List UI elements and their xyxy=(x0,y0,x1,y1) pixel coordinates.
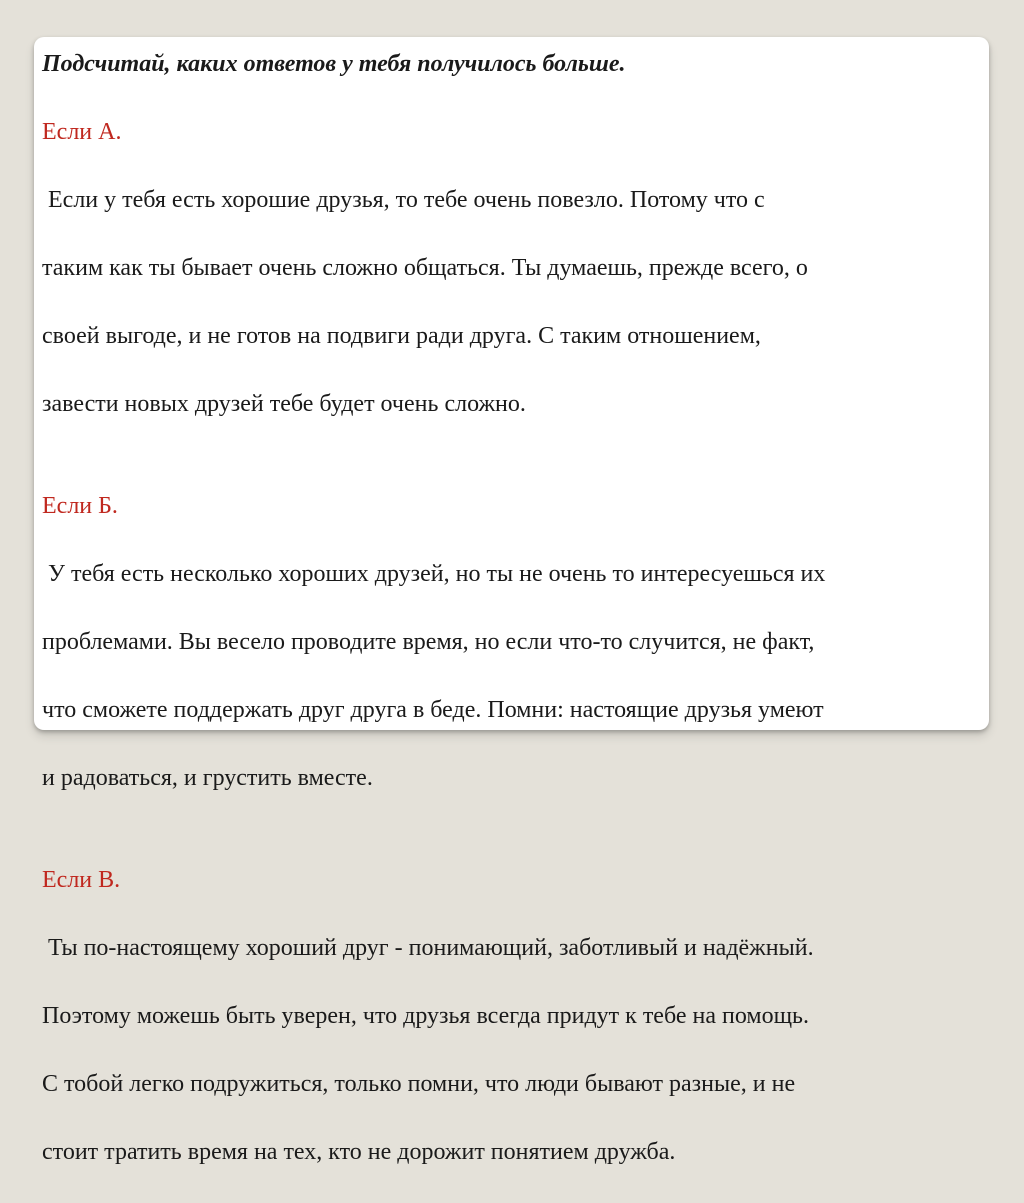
section-title: Если Б. xyxy=(42,493,118,519)
text-line: Если у тебя есть хорошие друзья, то тебе очень повезло. Потому что с xyxy=(42,187,765,213)
section-body xyxy=(42,897,982,1203)
text-line: стоит тратить время на тех, кто не дорожит понятием дружба. xyxy=(42,1139,676,1165)
text-line: завести новых друзей тебе будет очень сложно. xyxy=(42,391,526,417)
spacer xyxy=(42,81,982,115)
text-line: Поэтому можешь быть уверен, что друзья всегда придут к тебе на помощь. xyxy=(42,1003,810,1029)
section-a xyxy=(42,115,982,455)
text-line: и радоваться, и грустить вместе. xyxy=(42,765,373,791)
section-c xyxy=(42,863,982,1203)
text-line: Ты по-настоящему хороший друг - понимающий, заботливый и надёжный. xyxy=(42,935,814,961)
spacer xyxy=(42,829,982,863)
section-body xyxy=(42,149,982,455)
text-line: проблемами. Вы весело проводите время, но если что-то случится, не факт, xyxy=(42,629,815,655)
text-line: таким как ты бывает очень сложно общаться. Ты думаешь, прежде всего, о xyxy=(42,255,808,281)
page-title: Подсчитай, каких ответов у тебя получилось больше. xyxy=(42,51,626,77)
text-line: что сможете поддержать друг друга в беде. Помни: настоящие друзья умеют xyxy=(42,697,824,723)
section-b xyxy=(42,489,982,829)
spacer xyxy=(42,455,982,489)
section-body xyxy=(42,523,982,829)
text-line: У тебя есть несколько хороших друзей, но ты не очень то интересуешься их xyxy=(42,561,826,587)
section-title: Если В. xyxy=(42,867,121,893)
text-line: своей выгоде, и не готов на подвиги ради друга. С таким отношением, xyxy=(42,323,761,349)
section-title: Если А. xyxy=(42,119,122,145)
text-line: С тобой легко подружиться, только помни, что люди бывают разные, и не xyxy=(42,1071,796,1097)
slide-content xyxy=(42,47,982,1203)
